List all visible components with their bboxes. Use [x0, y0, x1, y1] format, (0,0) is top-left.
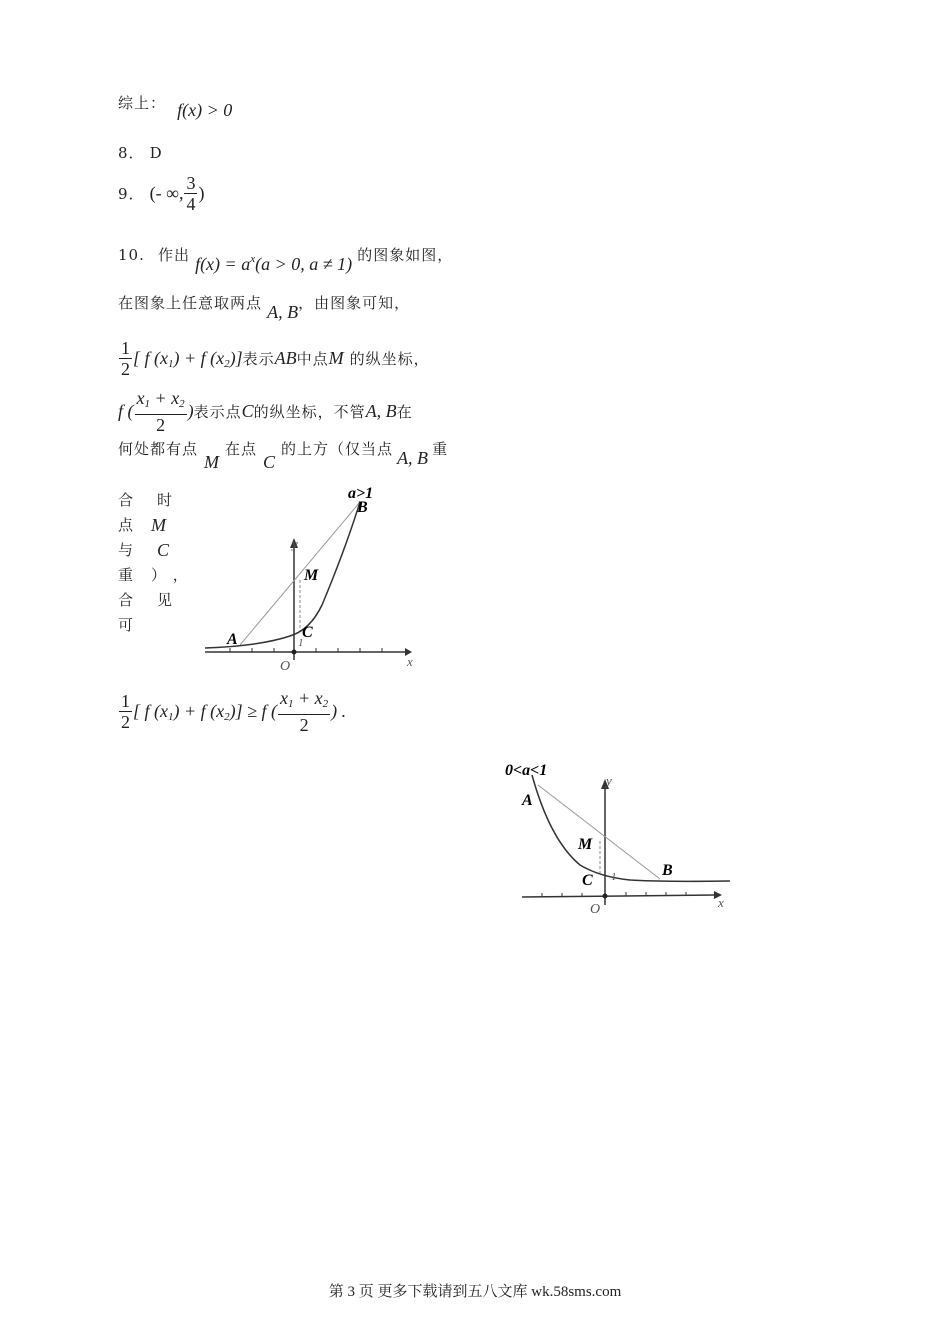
half-den: 2	[121, 359, 130, 379]
avg-sub2: 2	[179, 398, 185, 410]
f-open: f (	[118, 401, 134, 421]
line2-end: ，由图象可知，	[298, 294, 411, 312]
conclusion-avg-fraction	[278, 688, 330, 735]
line5b: 在点	[225, 440, 258, 458]
col-left-1: 点	[118, 516, 135, 534]
answer-9-numerator: 3	[186, 173, 196, 193]
conclusion-c: )] ≥ f (	[229, 700, 277, 721]
answer-10-line4	[118, 388, 413, 435]
represents-text: 表示	[242, 350, 275, 368]
answer-8-number: 8．	[118, 144, 145, 162]
func-exponent: x	[250, 253, 256, 265]
func-body: f(x) = a	[195, 254, 251, 274]
m2-label: M	[204, 452, 220, 472]
conclusion-expr	[133, 701, 277, 721]
g2-label-m: M	[578, 836, 593, 853]
answer-10-line3	[118, 338, 430, 379]
answer-10-line2	[118, 292, 411, 322]
conclusion-d: ) .	[331, 701, 347, 721]
answer-9-lead: (- ∞,	[149, 183, 184, 203]
col-left-0: 合	[118, 491, 135, 509]
cavg-sub1: 1	[288, 698, 294, 710]
avg-num-b: + x	[150, 388, 180, 408]
g2-label-a: A	[522, 792, 533, 809]
cavg-b: + x	[293, 688, 323, 708]
answer-8	[118, 142, 163, 163]
g2-chord-ab	[538, 785, 660, 879]
col-right-4: ） ，	[151, 566, 189, 584]
col-left-4: 合	[118, 591, 135, 609]
avg-num	[135, 388, 187, 415]
ab3-label: A, B	[397, 448, 429, 468]
avg-sub1: 1	[144, 398, 150, 410]
answer-10-intro: 作出	[157, 246, 190, 264]
g1-chord-ab	[240, 502, 360, 645]
g1-label-m: M	[304, 567, 319, 584]
line5a: 何处都有点	[118, 440, 199, 458]
g2-curve	[532, 775, 730, 881]
f-close: )	[187, 401, 194, 421]
sum-expr	[133, 348, 243, 368]
cavg-a: x	[280, 688, 288, 708]
m-label: M	[328, 348, 344, 368]
conclusion-half-num: 1	[121, 691, 130, 711]
g1-label-one: 1	[298, 637, 304, 649]
g2-origin-dot	[603, 894, 608, 899]
points-ab: A, B	[267, 302, 299, 322]
c-label: C	[241, 401, 254, 421]
answer-9-tail: )	[198, 183, 205, 203]
g2-title: 0<a<1	[505, 762, 548, 779]
half-num: 1	[121, 338, 130, 358]
avg-fraction	[135, 388, 187, 435]
g1-origin-dot	[292, 650, 297, 655]
avg-den: 2	[156, 415, 166, 435]
sum-sub2: 2	[224, 357, 230, 370]
g1-label-x: x	[407, 654, 413, 669]
g2-label-x: x	[718, 895, 724, 910]
answer-10-intro-end: 的图象如图，	[357, 246, 454, 264]
conclusion-b: ) + f (x	[173, 700, 225, 721]
at-text: 在	[396, 403, 413, 421]
col-left-3: 重	[118, 566, 135, 584]
sum-sub1: 1	[168, 357, 174, 370]
conclusion-a: [ f (x	[133, 700, 168, 721]
g1-curve	[205, 502, 360, 648]
conclusion-sub1: 1	[168, 710, 174, 723]
col-left	[118, 488, 134, 638]
conclusion-half-den: 2	[121, 712, 130, 732]
avg-num-a: x	[136, 388, 145, 408]
answer-9-number: 9．	[118, 185, 145, 203]
conclusion-line	[118, 688, 346, 735]
sum-a: [ f (x	[133, 347, 168, 368]
col-right	[151, 488, 189, 613]
answer-10-func	[195, 254, 352, 274]
g2-label-b: B	[662, 862, 673, 879]
summary-line	[118, 92, 233, 120]
answer-10-line1	[118, 243, 454, 274]
represents-pt-text: 表示点	[193, 403, 242, 421]
cavg-sub2: 2	[322, 698, 329, 710]
line2-text: 在图象上任意取两点	[118, 294, 263, 312]
g1-label-a: A	[227, 631, 238, 648]
g1-label-o: O	[280, 659, 291, 674]
g2-label-y: y	[606, 773, 612, 788]
g1-label-b: B	[357, 499, 368, 516]
summary-expr: f(x) > 0	[177, 100, 233, 120]
g1-title: a>1	[348, 485, 374, 502]
graph-a-lt-1	[500, 755, 740, 920]
ycoord-text: 的纵坐标，	[349, 350, 430, 368]
func-condition: (a > 0, a ≠ 1)	[255, 254, 353, 274]
answer-10-line5	[118, 438, 449, 472]
answer-9-denominator: 4	[186, 194, 196, 214]
page-footer: 第 3 页 更多下载请到五八文库 wk.58sms.com	[328, 1284, 622, 1300]
col-right-1: M	[151, 515, 166, 535]
conclusion-avg-num	[278, 688, 330, 715]
line5d: 重	[432, 440, 449, 458]
line5c: 的上方（仅当点	[281, 440, 394, 458]
graph-a-gt-1	[200, 480, 430, 680]
ycoord2-text: 的纵坐标，不管	[253, 403, 366, 421]
answer-9-fraction	[184, 173, 197, 214]
answer-9	[118, 173, 204, 214]
col-right-0: 时	[157, 491, 174, 509]
col-right-5: 见	[157, 591, 174, 609]
ab-label: AB	[274, 348, 297, 368]
cavg-den: 2	[299, 715, 309, 735]
answer-10-number: 10.	[118, 246, 145, 264]
g2-label-c: C	[582, 872, 593, 889]
midpoint-text: 中点	[296, 350, 329, 368]
conclusion-half	[119, 691, 132, 732]
conclusion-sub2: 2	[224, 710, 230, 723]
col-right-2: C	[157, 540, 170, 560]
answer-8-text: D	[149, 144, 163, 162]
sum-c: )]	[229, 347, 243, 368]
sum-b: ) + f (x	[173, 347, 225, 368]
c2-label: C	[263, 452, 276, 472]
g1-label-y: y	[292, 536, 298, 551]
g2-label-o: O	[590, 902, 601, 917]
col-left-2: 与	[118, 541, 135, 559]
ab2-label: A, B	[365, 401, 397, 421]
col-left-5: 可	[118, 616, 135, 634]
half-fraction	[119, 338, 132, 379]
g1-label-c: C	[302, 624, 313, 641]
summary-label: 综上：	[118, 94, 167, 112]
g2-label-one: 1	[611, 871, 617, 883]
